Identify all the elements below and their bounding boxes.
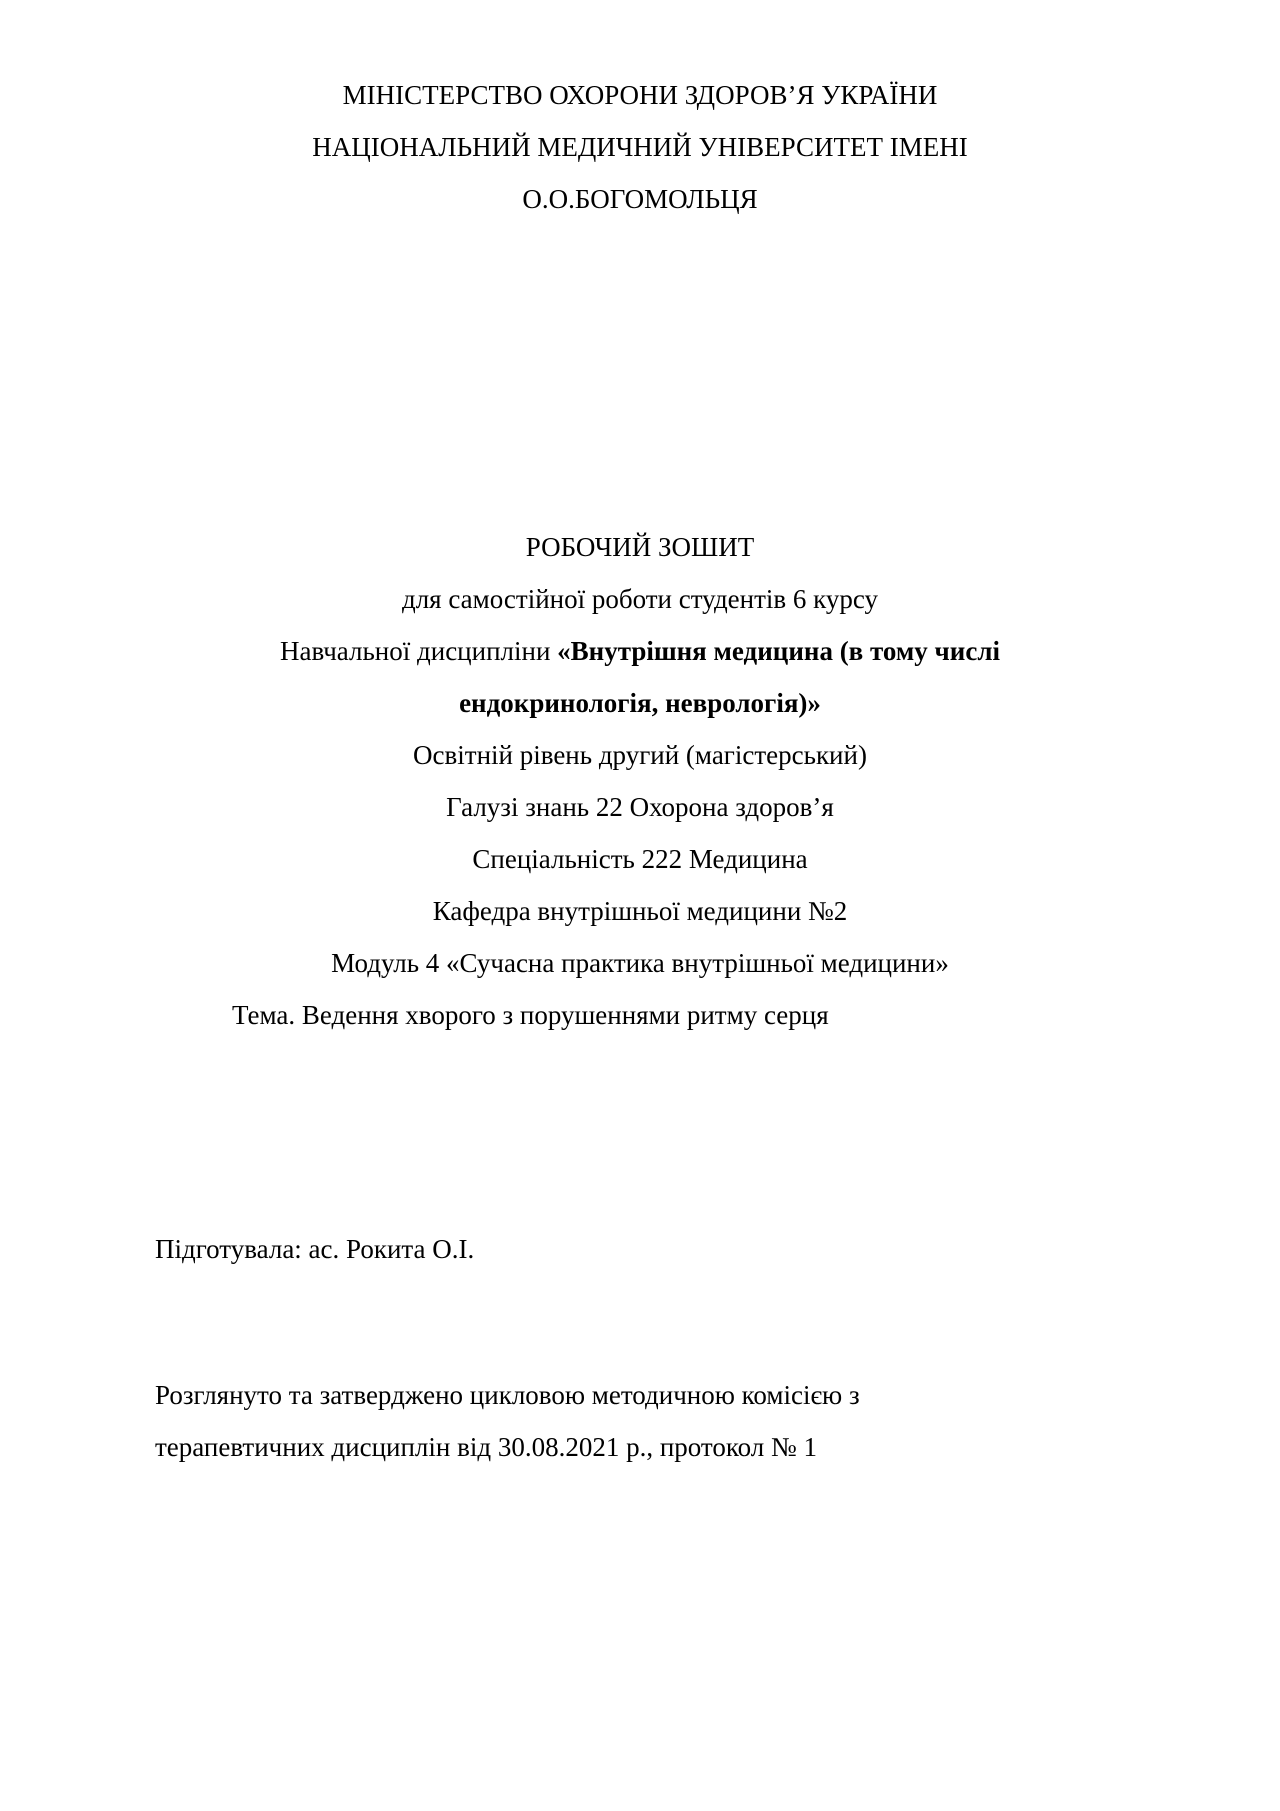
discipline-line1 <box>0 635 1280 667</box>
university-heading-line1: НАЦІОНАЛЬНИЙ МЕДИЧНИЙ УНІВЕРСИТЕТ ІМЕНІ <box>312 132 968 162</box>
ministry-heading: МІНІСТЕРСТВО ОХОРОНИ ЗДОРОВ’Я УКРАЇНИ <box>342 80 938 110</box>
specialty: Спеціальність 222 Медицина <box>472 844 808 874</box>
department: Кафедра внутрішньої медицини №2 <box>432 896 848 926</box>
approval-line2: терапевтичних дисциплін від 30.08.2021 р., протокол № 1 <box>155 1432 817 1462</box>
discipline-name-part2: ендокринологія, неврологія)» <box>459 688 821 718</box>
purpose-line: для самостійної роботи студентів 6 курсу <box>401 584 879 614</box>
discipline-prefix: Навчальної дисципліни <box>280 636 558 666</box>
topic: Тема. Ведення хворого з порушеннями ритму серця <box>232 1000 829 1030</box>
university-heading-line2: О.О.БОГОМОЛЬЦЯ <box>522 184 758 214</box>
approval-line1: Розглянуто та затверджено цикловою методичною комісією з <box>155 1380 860 1410</box>
knowledge-field: Галузі знань 22 Охорона здоров’я <box>446 792 834 822</box>
education-level: Освітній рівень другий (магістерський) <box>413 740 867 770</box>
prepared-by: Підготувала: ас. Рокита О.І. <box>155 1234 475 1264</box>
document-title: РОБОЧИЙ ЗОШИТ <box>525 532 755 562</box>
discipline-name-part1: «Внутрішня медицина (в тому числі <box>557 636 1000 666</box>
module: Модуль 4 «Сучасна практика внутрішньої медицини» <box>331 948 949 978</box>
